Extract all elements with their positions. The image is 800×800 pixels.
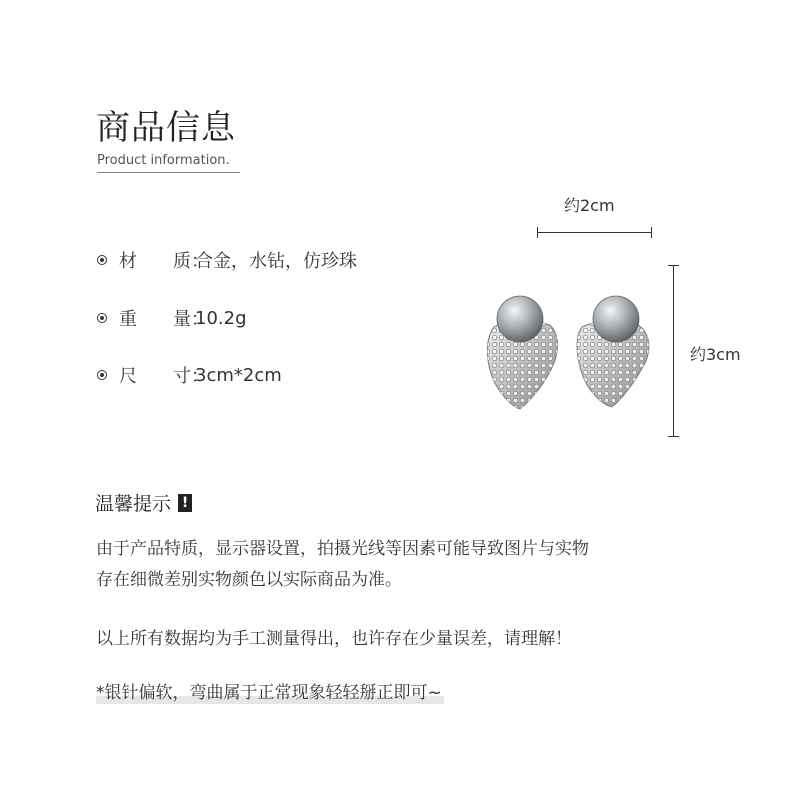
tip-line: 由于产品特质，显示器设置，拍摄光线等因素可能导致图片与实物 [96,539,589,559]
tip-line-note: *银针偏软，弯曲属于正常现象轻轻掰正即可~ [96,683,442,703]
page-subtitle: Product information. [97,153,230,168]
spec-size [97,362,282,388]
tip-line: 以上所有数据均为手工测量得出，也许存在少量误差，请理解！ [96,629,572,649]
spec-label: 材 质： [119,251,209,272]
left-earring [487,296,557,409]
spec-label: 尺 寸： [119,366,209,387]
bullet-icon [97,255,107,265]
tips-heading [95,489,192,516]
spec-value: 10.2g [195,307,247,329]
earrings-image [470,285,670,420]
spec-value: 3cm*2cm [195,364,282,386]
height-dimension-label: 约3cm [690,345,741,364]
spec-weight [97,305,247,331]
right-earring [577,296,649,407]
exclamation-icon: ! [178,494,192,512]
tip-line: 存在细微差别实物颜色以实际商品为准。 [96,570,402,590]
subtitle-underline [97,172,240,173]
spec-value: 合金，水钻，仿珍珠 [195,251,357,272]
bullet-icon [97,313,107,323]
page-title: 商品信息 [96,108,236,148]
bullet-icon [97,370,107,380]
spec-material [97,247,357,273]
spec-label: 重 量： [119,309,209,330]
width-dimension-label: 约2cm [564,196,615,215]
tips-title: 温馨提示 [95,493,172,515]
